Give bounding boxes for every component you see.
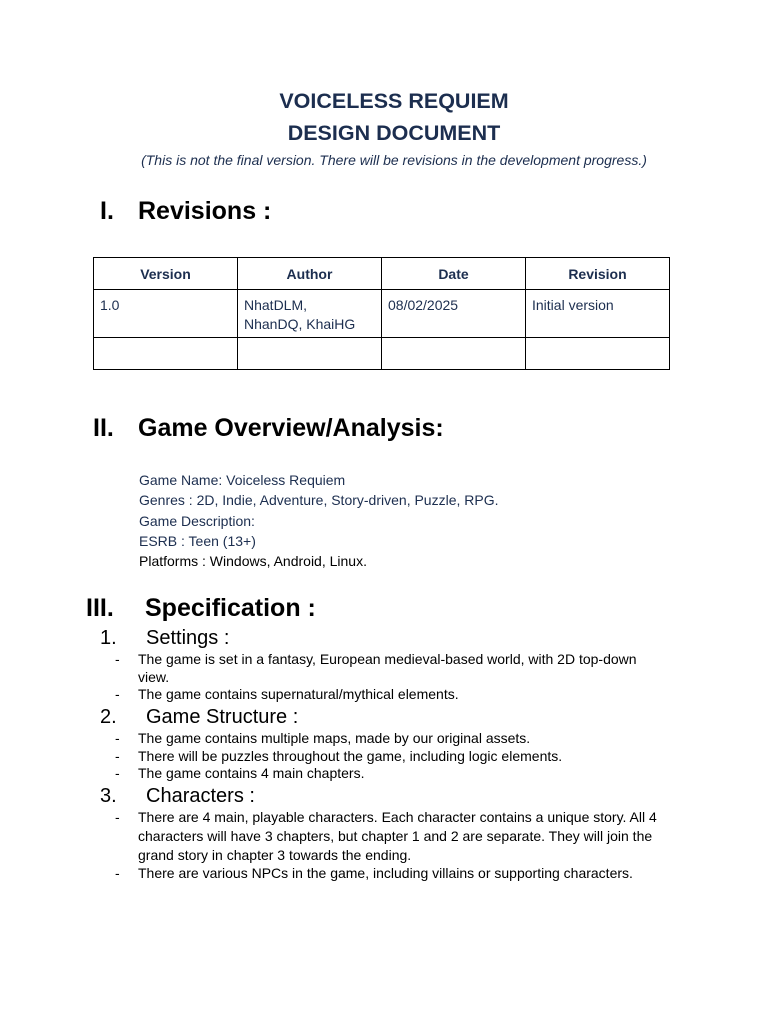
document-subtitle: (This is not the final version. There will be revisions in the development progress.) bbox=[141, 152, 647, 168]
bullet-dash: - bbox=[115, 686, 120, 703]
list-item bbox=[115, 865, 668, 883]
subheading-title: Settings : bbox=[146, 627, 230, 649]
section-title: Revisions : bbox=[138, 197, 272, 225]
subheading-title: Characters : bbox=[146, 785, 255, 807]
overview-game-name: Game Name: Voiceless Requiem bbox=[139, 472, 346, 488]
list-item-text: The game contains multiple maps, made by our original assets. bbox=[138, 730, 531, 746]
list-item bbox=[115, 765, 668, 783]
bullet-dash: - bbox=[115, 651, 120, 667]
characters-list bbox=[115, 808, 668, 883]
document-title-line1: VOICELESS REQUIEM bbox=[279, 89, 509, 113]
table-row bbox=[94, 338, 670, 370]
game-overview-block bbox=[139, 470, 499, 571]
subheading-number: 3. bbox=[100, 785, 117, 807]
table-cell-author bbox=[238, 338, 382, 370]
overview-esrb: ESRB : Teen (13+) bbox=[139, 532, 256, 549]
subheading-title: Game Structure : bbox=[146, 706, 299, 728]
section-number: II. bbox=[93, 414, 114, 442]
subheading-number: 2. bbox=[100, 706, 117, 728]
game-structure-list bbox=[115, 730, 668, 783]
section-title: Specification : bbox=[145, 594, 316, 622]
list-item-text: The game contains supernatural/mythical elements. bbox=[138, 686, 459, 703]
table-cell-revision bbox=[526, 338, 670, 370]
list-item-text: The game is set in a fantasy, European medieval-based world, with 2D top-down view. bbox=[138, 651, 637, 685]
revisions-table bbox=[93, 257, 670, 370]
list-item bbox=[115, 686, 668, 704]
table-header-date: Date bbox=[382, 258, 526, 290]
table-cell-author bbox=[238, 290, 382, 338]
table-header-version: Version bbox=[94, 258, 238, 290]
list-item-text: The game contains 4 main chapters. bbox=[138, 765, 365, 782]
overview-description: Game Description: bbox=[139, 512, 255, 529]
settings-list bbox=[115, 651, 668, 704]
list-item-text: There are 4 main, playable characters. Each character contains a unique story. All 4 characters will have 3 chapters, but chapter 1 and 2 are separate. They will join the grand story in chapter 3 towards the ending. bbox=[138, 809, 657, 863]
overview-genres: Genres : 2D, Indie, Adventure, Story-driven, Puzzle, RPG. bbox=[139, 492, 499, 509]
author-line: NhanDQ, KhaiHG bbox=[244, 316, 356, 332]
bullet-dash: - bbox=[115, 865, 120, 881]
table-cell-date bbox=[382, 338, 526, 370]
table-row bbox=[94, 290, 670, 338]
bullet-dash: - bbox=[115, 747, 120, 764]
list-item bbox=[115, 747, 668, 766]
list-item-text: There will be puzzles throughout the game, including logic elements. bbox=[138, 747, 563, 764]
bullet-dash: - bbox=[115, 765, 120, 782]
table-header-revision: Revision bbox=[526, 258, 670, 290]
section-title: Game Overview/Analysis: bbox=[138, 414, 444, 442]
table-cell-date: 08/02/2025 bbox=[382, 290, 526, 338]
document-title-line2: DESIGN DOCUMENT bbox=[287, 121, 501, 145]
author-line: NhatDLM, bbox=[244, 297, 308, 313]
table-cell-version bbox=[94, 338, 238, 370]
subheading-number: 1. bbox=[100, 627, 117, 649]
table-header-author: Author bbox=[238, 258, 382, 290]
table-header-row bbox=[94, 258, 670, 290]
bullet-dash: - bbox=[115, 809, 120, 825]
list-item bbox=[115, 808, 668, 865]
list-item-text: There are various NPCs in the game, including villains or supporting characters. bbox=[138, 865, 633, 881]
table-cell-version: 1.0 bbox=[94, 290, 238, 338]
section-number: I. bbox=[100, 197, 114, 225]
table-cell-revision: Initial version bbox=[526, 290, 670, 338]
section-number: III. bbox=[86, 594, 114, 622]
list-item bbox=[115, 651, 668, 686]
bullet-dash: - bbox=[115, 730, 120, 746]
list-item bbox=[115, 730, 668, 748]
overview-platforms: Platforms : Windows, Android, Linux. bbox=[139, 553, 367, 570]
